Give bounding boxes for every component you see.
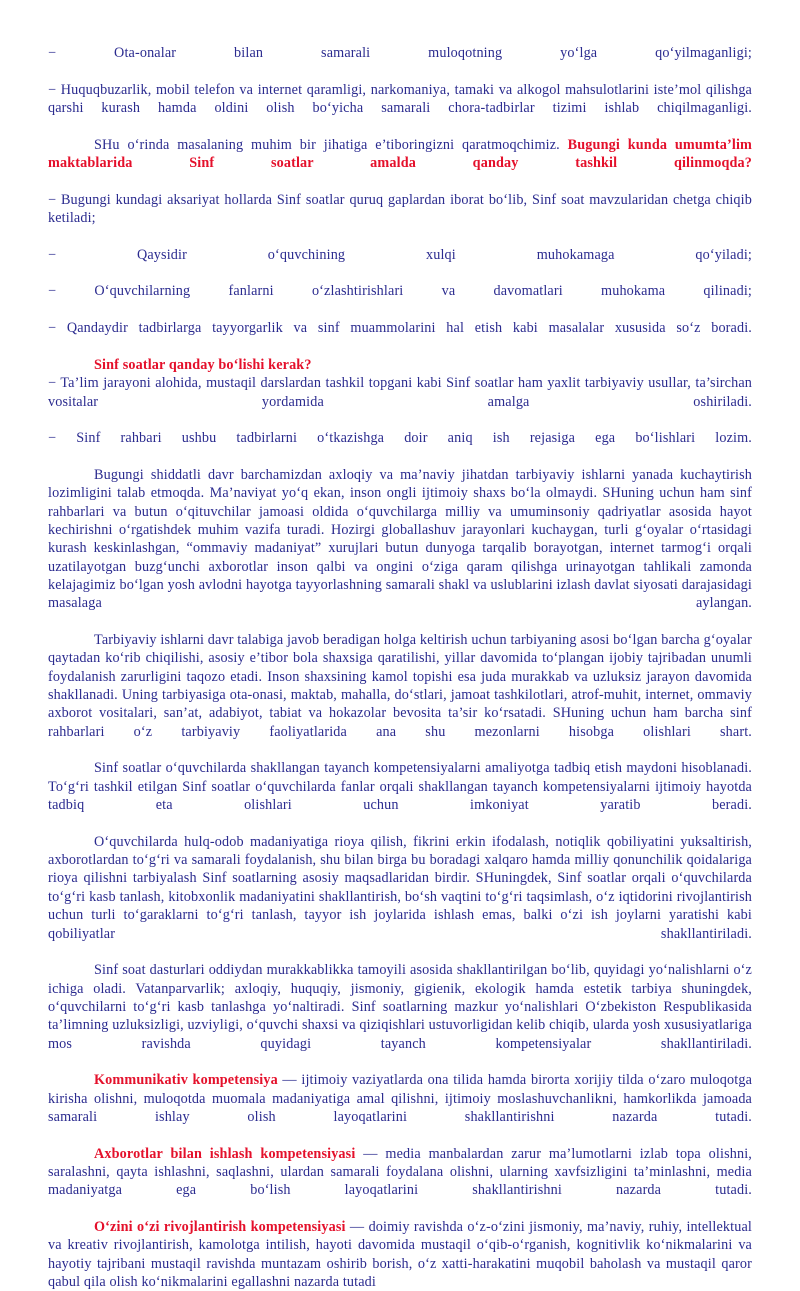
competency-term: Axborotlar bilan ishlash kompetensiyasi [94, 1145, 356, 1162]
competency-separator: — [277, 1072, 302, 1089]
section-heading-text: Sinf soatlar qanday bo‘lishi kerak? [94, 356, 312, 373]
list-item: − Qandaydir tadbirlarga tayyorgarlik va sinf muammolarini hal etish kabi masalalar xususida so‘z boradi. [48, 320, 752, 337]
paragraph: Tarbiyaviy ishlarni davr talabiga javob beradigan holga keltirish uchun tarbiyaning asosi bo‘lgan barcha g‘oyalar qaytadan ko‘rib chiqilishi, asosiy e’tibor bola shaxsiga qaratilishi, yillar davomida to‘plangan ijobiy tajribadan unumli foydalanish zarurligini taqozo etadi. Inson shaxsining kamol topishi esa juda murakkab va uzluksiz jarayon davomida shakllanadi. Uning tarbiyasiga ota-onasi, maktab, mahalla, do‘stlari, jamoat tashkilotlari, atrof-muhit, internet, ommaviy axborot vositalari, san’at, adabiyot, tabiat va hokazolar bevosita ta’sir ko‘rsatadi. SHuning uchun ham barcha sinf rahbarlari o‘z tarbiyaviy faoliyatlarida ana shu mezonlarni hisobga olishlari shart. [48, 632, 752, 740]
competency-term: Kommunikativ kompetensiya [94, 1072, 278, 1089]
list-item: − Ota-onalar bilan samarali muloqotning yo‘lga qo‘yilmaganligi; [48, 45, 752, 61]
competency-separator: — [345, 1219, 369, 1235]
document-body [48, 44, 752, 1291]
competency-paragraph [48, 1071, 752, 1144]
competency-description: ijtimoiy vaziyatlarda ona tilida hamda birorta xorijiy tilda o‘zaro muloqotga kirisha olishni, muloqotda muomala madaniyatiga amal qilishni, ijtimoiy moslashuvchanlikni, hamkorlikda jamoada samarali ishlay olish layoqatlarini shakllantirishni nazarda tutadi. [48, 1072, 753, 1125]
competency-term: O‘zini o‘zi rivojlantirish kompetensiyasi [94, 1219, 346, 1235]
competency-separator: — [355, 1145, 386, 1162]
accent-question-text: Bugungi kunda umumta’lim maktablarida Sinf soatlar amalda qanday tashkil qilinmoqda? [48, 136, 752, 172]
competency-description: media manbalardan zarur ma’lumotlarni izlab topa olishni, saralashni, qayta ishlashni, saqlashni, ulardan samarali foydalana olishni, ularning xavfsizligini ta’minlashni, media madaniyatga ega bo‘lish layoqatlarini shakllantirishni nazarda tutadi. [48, 1145, 752, 1199]
paragraph: Sinf soat dasturlari oddiydan murakkablikka tamoyili asosida shakllantirilgan bo‘lib, quyidagi yo‘nalishlarni o‘z ichiga oladi. Vatanparvarlik; axloqiy, huquqiy, jismoniy, gigienik, ekologik hamda estetik tarbiya shuningdek, o‘quvchilarni to‘g‘ri kasb tanlashga yo‘naltiradi. Sinf soatlarning mazkur yo‘nalishlari O‘zbekiston Respublikasida ta’limning uzluksizligi, uzviyligi, o‘quvchi shaxsi va qiziqishlari ustuvorligidan kelib chiqib, ularda yosh xususiyatlariga mos ravishda quyidagi tayanch kompetensiyalar shakllantiriladi. [48, 962, 752, 1052]
paragraph-lead-text: SHu o‘rinda masalaning muhim bir jihatiga e’tiboringizni qaratmoqchimiz. [94, 136, 568, 153]
paragraph: Sinf soatlar o‘quvchilarda shakllangan tayanch kompetensiyalarni amaliyotga tadbiq etish maydoni hisoblanadi. To‘g‘ri tashkil etilgan Sinf soatlar o‘quvchilarda fanlar orqali shakllangan tayanch kompetensiyalarni ijtimoiy hayotda tadbiq eta olishlari uchun imkoniyat yaratib beradi. [48, 760, 752, 814]
competency-description: doimiy ravishda o‘z-o‘zini jismoniy, ma’naviy, ruhiy, intellektual va kreativ rivojlantirish, kamolotga intilish, hayoti davomida mustaqil o‘qib-o‘rganish, kognitivlik ko‘nikmalarini va hayotiy tajribani mustaqil ravishda muntazam oshirib borish, o‘z xatti-harakatini muqobil baholash va mustaqil qaror qabul qila olish ko‘nikmalarini egallashni nazarda tutadi [48, 1219, 752, 1291]
competency-paragraph [48, 1218, 752, 1291]
paragraph: O‘quvchilarda hulq-odob madaniyatiga rioya qilish, fikrini erkin ifodalash, notiqlik qobiliyatini yuksaltirish, axborotlardan to‘g‘ri va samarali foydalanish, shu bilan birga bu boradagi xalqaro hamda milliy qonunchilik qoidalariga rioya qilishni tarbiyalash Sinf soatlarning asosiy maqsadlaridan birdir. SHuningdek, Sinf soatlar orqali o‘quvchilarda to‘g‘ri kasb tanlash, kitobxonlik madaniyatini shakllantirish, bo‘sh vaqtini to‘g‘ri taqsimlash, o‘z iqtidorini rivojlantirish uchun turli to‘garaklarni to‘g‘ri tanlash, tayyor ish joylarida ishlash emas, balki o‘zi ish joylarni yaratishi kabi qobiliyatlar shakllantiriladi. [48, 833, 752, 942]
list-item: − Qaysidir o‘quvchining xulqi muhokamaga qo‘yiladi; [48, 246, 752, 263]
paragraph: Bugungi shiddatli davr barchamizdan axloqiy va ma’naviy jihatdan tarbiyaviy ishlarni yanada kuchaytirish lozimligini talab etmoqda. Ma’naviyat yo‘q ekan, inson ongli ijtimoiy shaxs bo‘la olmaydi. SHuning uchun ham sinf rahbarlari va butun o‘qituvchilar jamoasi oldida o‘quvchilarga milliy va umuminsoniy qadriyatlar asosida hayot kechirishni o‘rgatishdek muhim vazifa turadi. Hozirgi globallashuv jarayonlari kuchaygan, turli g‘oyalar o‘rtasidagi kurash keskinlashgan, “ommaviy madaniyat” xurujlari butun dunyoga tarqalib borayotgan, internet tarmog‘i orqali uzatilayotgan buzg‘unchi axborotlar inson qalbi va ongini o‘ziga qaram qilishga urinayotgan tahlikali zamonda kelajagimiz bo‘lgan yosh avlodni hayotga tayyorlashning samarali shakl va uslublarini izlash davlat siyosati darajasidagi masalaga aylangan. [48, 466, 752, 612]
paragraph-with-accent [48, 136, 752, 191]
list-item: − Sinf rahbari ushbu tadbirlarni o‘tkazishga doir aniq ish rejasiga ega bo‘lishlari lozim. [48, 430, 752, 447]
list-item: − Huquqbuzarlik, mobil telefon va internet qaramligi, narkomaniya, tamaki va alkogol mahsulotlarini iste’mol qilishga qarshi kurash hamda oldini olish bo‘yicha samarali chora-tadbirlar tizimi ishlab chiqilmaganligi. [48, 81, 752, 117]
list-item: − Bugungi kundagi aksariyat hollarda Sinf soatlar quruq gaplardan iborat bo‘lib, Sinf soat mavzularidan chetga chiqib ketiladi; [48, 191, 752, 227]
list-item: − O‘quvchilarning fanlarni o‘zlashtirishlari va davomatlari muhokama qilinadi; [48, 283, 752, 300]
competency-paragraph [48, 1145, 752, 1218]
list-item: − Ta’lim jarayoni alohida, mustaqil darslardan tashkil topgani kabi Sinf soatlar ham yaxlit tarbiyaviy usullar, ta’sirchan vositalar yordamida amalga oshiriladi. [48, 375, 752, 410]
section-heading [48, 356, 752, 374]
